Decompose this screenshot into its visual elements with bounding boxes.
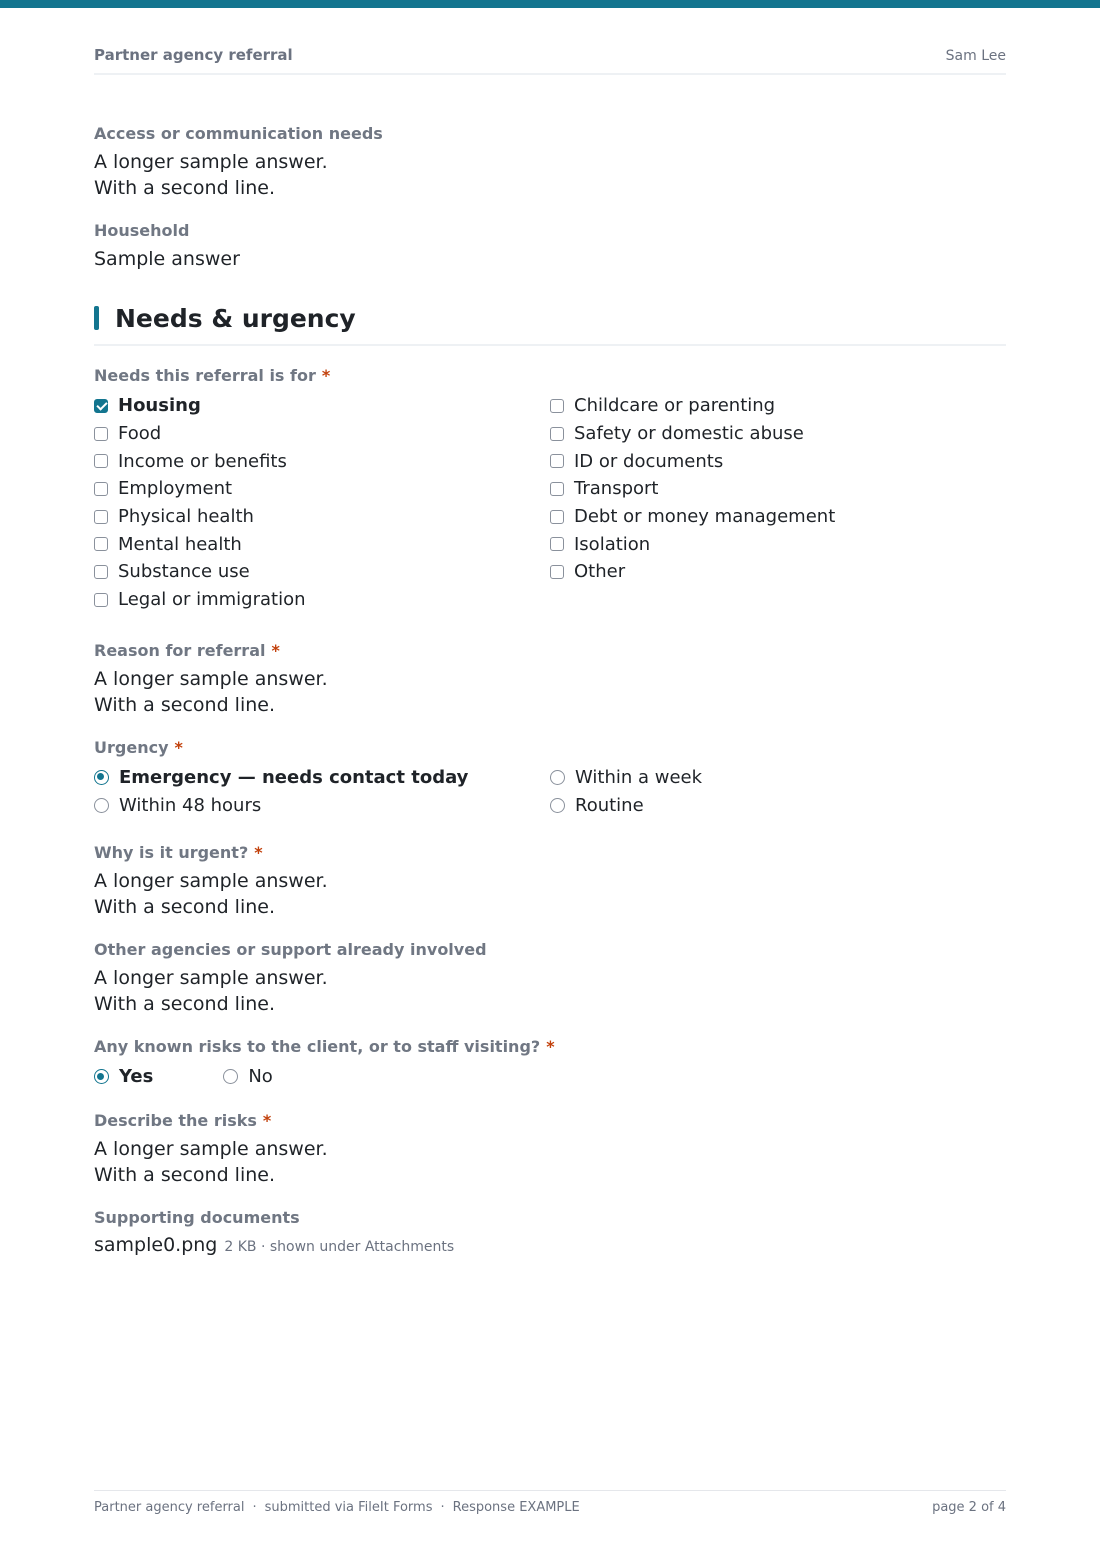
label-text: Reason for referral <box>94 640 266 660</box>
label-text: Urgency <box>94 737 169 757</box>
form-title: Partner agency referral <box>94 46 293 64</box>
required-marker: * <box>262 1110 272 1130</box>
footer-separator: · <box>252 1500 257 1515</box>
option-label: Safety or domestic abuse <box>574 423 804 445</box>
checkbox-option[interactable] <box>550 447 1006 475</box>
field-answer: A longer sample answer. With a second line. <box>94 966 328 1015</box>
field-supporting-documents <box>94 1208 1006 1256</box>
checkbox-option[interactable] <box>94 392 550 420</box>
footer-left <box>94 1500 580 1515</box>
checkbox-empty-icon[interactable] <box>550 482 564 496</box>
field-label <box>94 1111 1006 1131</box>
page-header <box>94 8 1006 75</box>
field-label <box>94 843 1006 863</box>
checkbox-empty-icon[interactable] <box>550 565 564 579</box>
checkbox-checked-icon[interactable] <box>94 399 108 413</box>
checkbox-empty-icon[interactable] <box>550 510 564 524</box>
footer-page-number: page 2 of 4 <box>932 1500 1006 1515</box>
checkbox-empty-icon[interactable] <box>94 427 108 441</box>
radio-option[interactable] <box>94 1063 153 1091</box>
option-label: ID or documents <box>574 450 724 472</box>
field-urgency <box>94 738 1006 819</box>
option-label: Housing <box>118 395 201 417</box>
radio-selected-icon[interactable] <box>94 1069 109 1084</box>
attachment-row <box>94 1234 1006 1256</box>
option-label: Transport <box>574 478 659 500</box>
option-label: Childcare or parenting <box>574 395 776 417</box>
checkbox-option[interactable] <box>550 558 1006 586</box>
option-label: Within a week <box>575 766 703 788</box>
section-title: Needs & urgency <box>115 303 356 333</box>
section-accent-bar <box>94 306 99 330</box>
checkbox-empty-icon[interactable] <box>94 454 108 468</box>
attachment-file-name[interactable]: sample0.png <box>94 1233 218 1256</box>
radio-empty-icon[interactable] <box>94 798 109 813</box>
field-reason <box>94 641 1006 718</box>
required-marker: * <box>546 1036 555 1056</box>
field-answer: A longer sample answer. With a second line. <box>94 1137 328 1186</box>
checkbox-option[interactable] <box>94 586 550 614</box>
option-label: Income or benefits <box>118 450 287 472</box>
checkbox-option[interactable] <box>550 392 1006 420</box>
checkbox-option[interactable] <box>94 420 550 448</box>
label-text: Why is it urgent? <box>94 842 249 862</box>
radio-option[interactable] <box>94 791 550 819</box>
top-accent-bar <box>0 0 1100 8</box>
form-page <box>94 8 1006 1256</box>
checkbox-empty-icon[interactable] <box>550 537 564 551</box>
label-text: Describe the risks <box>94 1110 257 1130</box>
field-label: Other agencies or support already involved <box>94 939 487 959</box>
field-household <box>94 221 1006 272</box>
checkbox-option[interactable] <box>94 530 550 558</box>
radio-option[interactable] <box>223 1063 272 1091</box>
urgency-options <box>94 764 1006 819</box>
field-why-urgent <box>94 843 1006 920</box>
field-label <box>94 641 1006 661</box>
radio-empty-icon[interactable] <box>550 770 565 785</box>
radio-empty-icon[interactable] <box>550 798 565 813</box>
required-marker: * <box>271 640 280 660</box>
checkbox-option[interactable] <box>94 447 550 475</box>
field-label: Supporting documents <box>94 1207 300 1227</box>
field-needs <box>94 366 1006 614</box>
risks-options <box>94 1063 1006 1091</box>
checkbox-empty-icon[interactable] <box>550 427 564 441</box>
checkbox-empty-icon[interactable] <box>550 454 564 468</box>
user-name: Sam Lee <box>945 48 1006 64</box>
radio-option[interactable] <box>550 764 1006 792</box>
footer-response: Response EXAMPLE <box>452 1500 580 1515</box>
checkbox-empty-icon[interactable] <box>94 565 108 579</box>
checkbox-option[interactable] <box>94 475 550 503</box>
page-footer <box>94 1490 1006 1515</box>
field-answer: A longer sample answer. With a second line. <box>94 667 328 716</box>
option-label: Other <box>574 561 626 583</box>
field-label: Access or communication needs <box>94 124 383 143</box>
field-label <box>94 738 1006 758</box>
checkbox-empty-icon[interactable] <box>94 537 108 551</box>
checkbox-empty-icon[interactable] <box>550 399 564 413</box>
field-access-needs <box>94 124 1006 201</box>
checkbox-option[interactable] <box>550 475 1006 503</box>
section-heading <box>94 300 1006 346</box>
footer-form-name: Partner agency referral <box>94 1500 245 1515</box>
field-label <box>94 1037 1006 1057</box>
field-answer: Sample answer <box>94 248 240 270</box>
checkbox-empty-icon[interactable] <box>94 510 108 524</box>
checkbox-option[interactable] <box>550 420 1006 448</box>
field-label <box>94 366 1006 386</box>
option-label: No <box>248 1066 273 1088</box>
checkbox-empty-icon[interactable] <box>94 482 108 496</box>
checkbox-option[interactable] <box>94 503 550 531</box>
required-marker: * <box>174 737 183 757</box>
field-describe-risks <box>94 1111 1006 1188</box>
label-text: Any known risks to the client, or to staff visiting? <box>94 1036 541 1056</box>
footer-separator: · <box>440 1500 445 1515</box>
option-label: Debt or money management <box>574 506 836 528</box>
option-label: Yes <box>119 1066 154 1088</box>
field-answer: A longer sample answer. With a second line. <box>94 869 328 918</box>
option-label: Employment <box>118 478 233 500</box>
field-label: Household <box>94 221 190 240</box>
required-marker: * <box>321 366 331 385</box>
option-label: Emergency — needs contact today <box>119 766 469 788</box>
radio-empty-icon[interactable] <box>223 1069 238 1084</box>
option-label: Food <box>118 423 162 445</box>
option-label: Legal or immigration <box>118 589 306 611</box>
option-label: Mental health <box>118 533 242 555</box>
radio-option[interactable] <box>94 764 550 792</box>
option-label: Routine <box>575 794 644 816</box>
option-label: Isolation <box>574 533 651 555</box>
option-label: Substance use <box>118 561 250 583</box>
needs-options <box>94 392 1006 614</box>
radio-selected-icon[interactable] <box>94 770 109 785</box>
checkbox-option[interactable] <box>550 503 1006 531</box>
checkbox-option[interactable] <box>94 558 550 586</box>
label-text: Needs this referral is for <box>94 366 316 385</box>
field-risks <box>94 1037 1006 1091</box>
field-answer: A longer sample answer. With a second line. <box>94 151 328 199</box>
option-label: Physical health <box>118 506 254 528</box>
checkbox-empty-icon[interactable] <box>94 593 108 607</box>
option-label: Within 48 hours <box>119 794 262 816</box>
required-marker: * <box>254 842 263 862</box>
attachment-meta: 2 KB · shown under Attachments <box>224 1238 455 1255</box>
radio-option[interactable] <box>550 791 1006 819</box>
checkbox-option[interactable] <box>550 530 1006 558</box>
field-other-agencies <box>94 940 1006 1017</box>
footer-submitted: submitted via FileIt Forms <box>264 1500 433 1515</box>
